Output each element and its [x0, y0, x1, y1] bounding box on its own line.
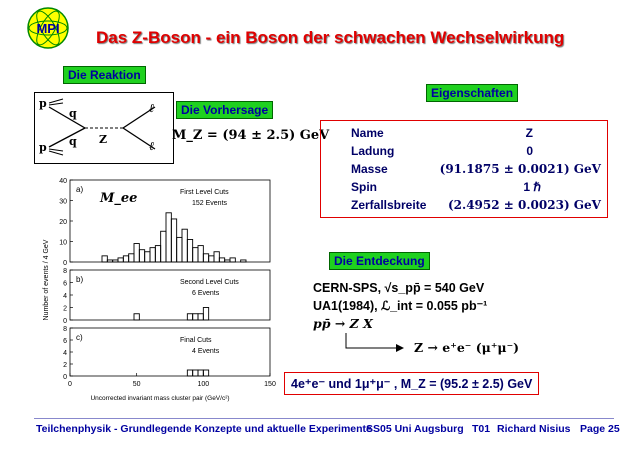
panel-label: b): [76, 275, 84, 284]
histogram-bar: [198, 314, 203, 320]
histogram-bar: [219, 258, 224, 262]
y-tick-label: 40: [59, 178, 67, 185]
panel-events: 6 Events: [192, 290, 220, 297]
reaktion-label: Die Reaktion: [63, 66, 146, 84]
vorhersage-label: Die Vorhersage: [176, 101, 273, 119]
entdeckung-label: Die Entdeckung: [329, 252, 430, 270]
mpi-logo: [26, 6, 70, 50]
quark-label-1: q: [69, 107, 77, 120]
lepton-label-2: ℓ: [149, 139, 154, 153]
page-title: Das Z-Boson - ein Boson der schwachen Wechselwirkung: [96, 28, 565, 47]
histogram-bar: [171, 219, 176, 262]
histogram-bar: [166, 213, 171, 262]
entdeckung-line-1: CERN-SPS, √s_pp̄ = 540 GeV: [313, 281, 485, 295]
y-axis-label: Number of events / 4 GeV: [43, 239, 50, 321]
histogram-bar: [203, 370, 208, 376]
y-tick-label: 20: [59, 219, 67, 226]
histogram-bar: [193, 314, 198, 320]
histogram-svg: [38, 170, 284, 408]
y-tick-label: 30: [59, 198, 67, 206]
histogram-bar: [214, 252, 219, 262]
histogram-bar: [209, 256, 214, 262]
histogram-bar: [198, 370, 203, 376]
y-tick-label: 0: [63, 374, 67, 381]
panel-frame: [70, 270, 270, 320]
mass-histogram: [38, 170, 284, 408]
feynman-diagram: [34, 92, 174, 164]
y-tick-label: 8: [63, 326, 67, 333]
histogram-bar: [129, 254, 134, 262]
y-tick-label: 4: [63, 350, 67, 357]
histogram-bar: [134, 314, 139, 320]
histogram-bar: [187, 239, 192, 262]
y-tick-label: 2: [63, 305, 67, 313]
footer-page: Page 25: [580, 423, 620, 435]
z-label: Z: [99, 133, 108, 146]
eigenschaften-table: Name Z Ladung 0 Masse (91.1875 ± 0.0021) GeV Spin 1 ℏ Zerfallsbreite (2.4952 ± 0.0023) GeV: [320, 120, 608, 218]
histogram-bar: [203, 254, 208, 262]
histogram-bar: [145, 252, 150, 262]
y-tick-label: 0: [63, 318, 67, 325]
footer-semester: SS05 Uni Augsburg: [366, 423, 464, 435]
histogram-bar: [102, 256, 107, 262]
x-tick-label: 150: [264, 381, 276, 388]
footer-author: Richard Nisius: [497, 423, 571, 435]
y-tick-label: 4: [63, 293, 67, 300]
x-tick-label: 50: [132, 381, 141, 388]
histogram-bar: [161, 231, 166, 262]
histogram-bar: [107, 260, 112, 262]
histogram-bar: [150, 248, 155, 262]
footer-divider: [34, 418, 614, 419]
histogram-bar: [123, 256, 128, 262]
histogram-bar: [118, 258, 123, 262]
panel-note: First Level Cuts: [180, 189, 229, 196]
panel-events: 4 Events: [192, 348, 220, 355]
entdeckung-line-3: pp̄ → Z X: [313, 316, 373, 331]
vorhersage-formula: M_Z = (94 ± 2.5) GeV: [172, 128, 330, 143]
histogram-bar: [198, 246, 203, 262]
proton-label-1: p: [39, 97, 47, 110]
panel-label: a): [76, 185, 84, 194]
proton-label-2: p: [39, 141, 47, 154]
panel-note: Second Level Cuts: [180, 279, 239, 286]
histogram-bar: [187, 314, 192, 320]
histogram-bar: [193, 248, 198, 262]
x-tick-label: 100: [197, 381, 210, 388]
x-tick-label: 0: [68, 381, 72, 388]
chart-title: M_ee: [100, 191, 138, 206]
y-tick-label: 8: [63, 268, 67, 275]
histogram-bar: [241, 260, 246, 262]
footer-course: Teilchenphysik - Grundlegende Konzepte und aktuelle Experimente: [36, 423, 372, 435]
quark-label-2: q: [69, 135, 77, 148]
eigenschaften-label: Eigenschaften: [426, 84, 518, 102]
entdeckung-line-2: UA1(1984), ℒ_int = 0.055 pb⁻¹: [313, 299, 488, 313]
histogram-bar: [139, 250, 144, 262]
histogram-bar: [134, 244, 139, 262]
histogram-bar: [155, 246, 160, 262]
y-tick-label: 0: [63, 260, 67, 267]
histogram-bar: [203, 308, 208, 321]
x-axis-label: Uncorrected invariant mass cluster pair (GeV/c²): [90, 395, 230, 402]
decay-formula: Z → e⁺e⁻ (μ⁺μ⁻): [414, 340, 520, 355]
histogram-bar: [225, 260, 230, 262]
histogram-bar: [182, 229, 187, 262]
y-tick-label: 6: [63, 338, 67, 345]
histogram-bar: [113, 260, 118, 262]
panel-frame: [70, 328, 270, 376]
panel-events: 152 Events: [192, 200, 228, 207]
y-tick-label: 2: [63, 362, 67, 369]
result-box: 4e⁺e⁻ und 1μ⁺μ⁻ , M_Z = (95.2 ± 2.5) GeV: [284, 372, 539, 395]
decay-arrow: [344, 333, 404, 357]
y-tick-label: 6: [63, 280, 67, 288]
logo-text: MPI: [36, 21, 60, 36]
lepton-label-1: ℓ: [149, 101, 154, 115]
footer-topic: T01: [472, 423, 491, 435]
histogram-bar: [230, 258, 235, 262]
histogram-bar: [193, 370, 198, 376]
panel-note: Final Cuts: [180, 337, 212, 344]
histogram-bar: [177, 237, 182, 262]
histogram-bar: [187, 370, 192, 376]
panel-label: c): [76, 333, 83, 342]
y-tick-label: 10: [59, 239, 67, 247]
